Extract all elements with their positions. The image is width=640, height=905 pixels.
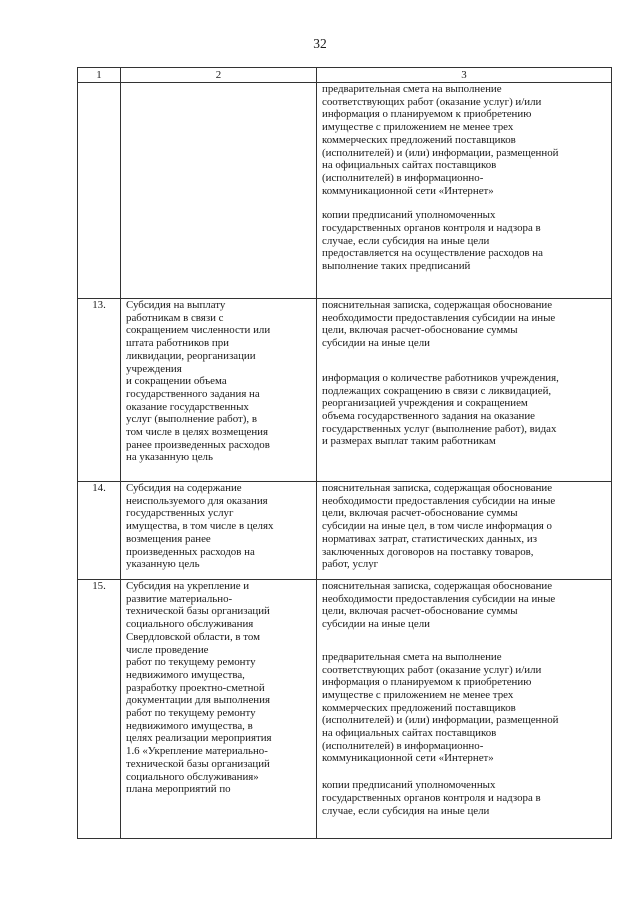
subsidy-name [121,83,317,299]
subsidy-text: Субсидия на содержание неиспользуемого для оказания государственных услуг имущества, в том числе в целях возмещения ранее произведенных расходов на указанную цель [126,482,274,571]
row-number: 15. [78,580,121,839]
documents-cell [317,299,612,482]
subsidy-name [121,482,317,580]
column-header: 2 [121,68,317,83]
documents-cell [317,580,612,839]
page-number: 32 [313,36,327,51]
document-item: пояснительная записка, содержащая обоснование необходимости предоставления субсидии на иные цели, включая расчет-обоснование суммы субсидии на иные цели [322,299,556,350]
column-header: 1 [78,68,121,83]
table-row [78,580,612,839]
document-item: копии предписаний уполномоченных государственных органов контроля и надзора в случае, если субсидия на иные цели предоставляется на осуществление расходов на выполнение таких предписаний [322,209,543,273]
column-header: 3 [317,68,612,83]
documents-cell [317,482,612,580]
document-table [77,67,612,839]
table-header-row [78,68,612,83]
row-number: 14. [78,482,121,580]
document-item: предварительная смета на выполнение соответствующих работ (оказание услуг) и/или информация о планируемом к приобретению имуществе с приложением не менее трех коммерческих предложений поставщиков (исполнителей) и (или) информации, размещенной на официальных сайтах поставщиков (исполнителей) в информационно- коммуникационной сети «Интернет» [322,83,559,197]
subsidy-text: Субсидия на выплату работникам в связи с сокращением численности или штата работников при ликвидации, реорганизации учреждения и сокращении объема государственного задания на оказание государственных услуг (выполнение работ), в том числе в целях возмещения ранее произведенных расходов на указанную цель [126,299,271,464]
subsidy-text: Субсидия на укрепление и развитие материально- технической базы организаций социального обслуживания Свердловской области, в том числе проведение работ по текущему ремонту недвижимого имущества, разработку проектно-сметной документации для выполнения работ по текущему ремонту недвижимого имущества, в целях реализации мероприятия 1.6 «Укрепление материально- технической базы организаций социального обслуживания» плана мероприятий по [126,580,272,796]
table-row [78,299,612,482]
row-number [78,83,121,299]
subsidy-name [121,580,317,839]
document-item: предварительная смета на выполнение соответствующих работ (оказание услуг) и/или информация о планируемом к приобретению имуществе с приложением не менее трех коммерческих предложений поставщиков (исполнителей) и (или) информации, размещенной на официальных сайтах поставщиков (исполнителей) в информационно- коммуникационной сети «Интернет» [322,650,559,765]
document-item: пояснительная записка, содержащая обоснование необходимости предоставления субсидии на иные цели, включая расчет-обоснование суммы субсидии на иные цели [322,580,556,631]
document-item: информация о количестве работников учреждения, подлежащих сокращению в связи с ликвидацией, реорганизацией учреждения и сокращением объема государственного задания на оказание государственных услуг (выполнение работ), видах и размерах выплат таким работникам [322,371,559,448]
row-number: 13. [78,299,121,482]
subsidy-name [121,299,317,482]
document-item: копии предписаний уполномоченных государственных органов контроля и надзора в случае, если субсидия на иные цели [322,779,541,817]
table-row [78,482,612,580]
document-item: пояснительная записка, содержащая обоснование необходимости предоставления субсидии на иные цели, включая расчет-обоснование суммы субсидии на иные цел, в том числе информация о нормативах затрат, статистических данных, из заключенных договоров на поставку товаров, работ, услуг [322,482,556,571]
documents-cell [317,83,612,299]
table-row [78,83,612,299]
